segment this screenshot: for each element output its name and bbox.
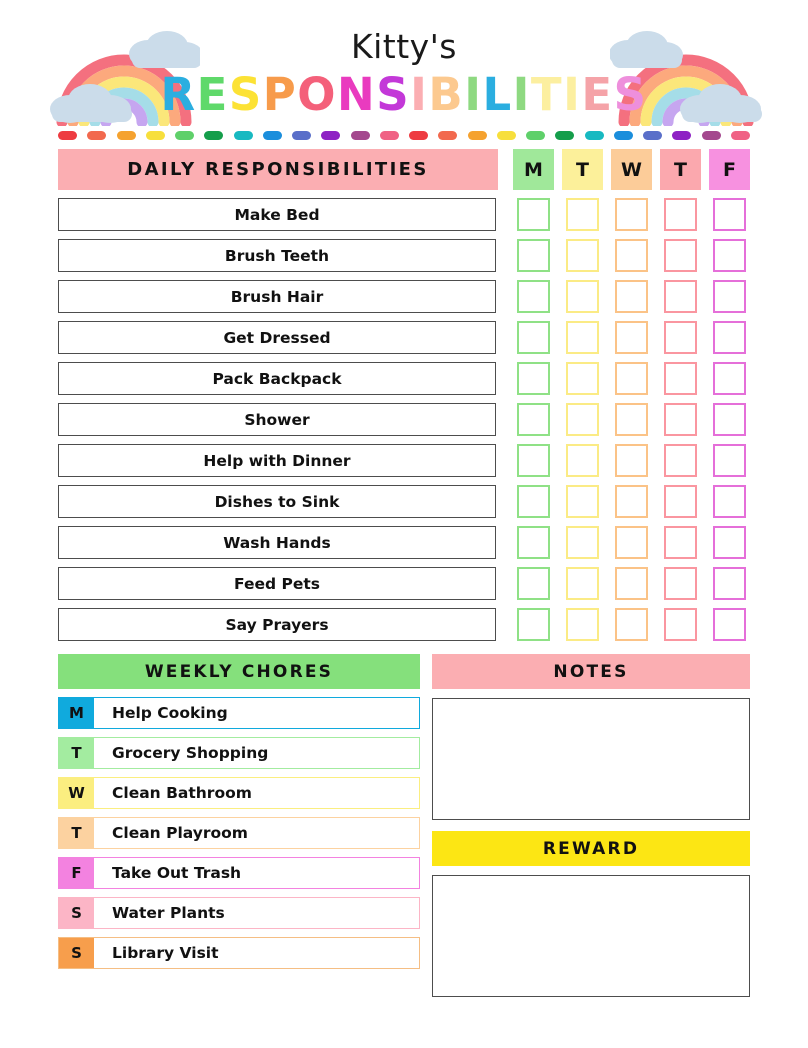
checkbox-cell: [709, 485, 750, 518]
task-checkbox-group: [513, 362, 750, 395]
divider-dash: [614, 131, 633, 140]
divider-dash: [146, 131, 165, 140]
title-letter-3: P: [262, 68, 298, 121]
checkbox-r0-c0[interactable]: [517, 198, 550, 231]
checkbox-cell: [513, 280, 554, 313]
checkbox-cell: [562, 362, 603, 395]
checkbox-r1-c2[interactable]: [615, 239, 648, 272]
chore-label-6: Library Visit: [112, 944, 219, 962]
task-checkbox-group: [513, 321, 750, 354]
task-label-4: Pack Backpack: [58, 362, 496, 395]
title-letter-9: I: [464, 68, 483, 121]
checkbox-cell: [660, 567, 701, 600]
task-row: [58, 403, 750, 436]
chore-day-badge-4: F: [59, 858, 94, 888]
checkbox-r4-c4[interactable]: [713, 362, 746, 395]
checkbox-cell: [513, 444, 554, 477]
checkbox-r1-c1[interactable]: [566, 239, 599, 272]
task-checkbox-group: [513, 280, 750, 313]
checkbox-cell: [513, 608, 554, 641]
task-row: [58, 198, 750, 231]
checkbox-cell: [513, 198, 554, 231]
task-label-3: Get Dressed: [58, 321, 496, 354]
page-title-name: Kitty's: [351, 27, 457, 66]
checkbox-r3-c2[interactable]: [615, 321, 648, 354]
checkbox-r2-c2[interactable]: [615, 280, 648, 313]
checkbox-cell: [513, 567, 554, 600]
task-row: [58, 608, 750, 641]
chore-row[interactable]: [58, 937, 420, 969]
task-label-1: Brush Teeth: [58, 239, 496, 272]
title-letter-0: R: [160, 68, 197, 121]
task-checkbox-group: [513, 567, 750, 600]
checkbox-cell: [611, 321, 652, 354]
checkbox-cell: [709, 239, 750, 272]
checkbox-cell: [709, 198, 750, 231]
task-row: [58, 526, 750, 559]
checkbox-cell: [660, 362, 701, 395]
checkbox-cell: [660, 403, 701, 436]
checkbox-r3-c4[interactable]: [713, 321, 746, 354]
checkbox-cell: [660, 608, 701, 641]
checkbox-cell: [709, 280, 750, 313]
checkbox-cell: [660, 444, 701, 477]
checkbox-cell: [562, 239, 603, 272]
divider-dash: [497, 131, 516, 140]
task-checkbox-group: [513, 608, 750, 641]
checkbox-cell: [562, 567, 603, 600]
checkbox-cell: [562, 198, 603, 231]
title-letter-14: E: [581, 68, 614, 121]
chore-label-3: Clean Playroom: [112, 824, 248, 842]
checkbox-r7-c1[interactable]: [566, 485, 599, 518]
checkbox-r5-c2[interactable]: [615, 403, 648, 436]
task-checkbox-group: [513, 526, 750, 559]
task-label-5: Shower: [58, 403, 496, 436]
chore-label-2: Clean Bathroom: [112, 784, 252, 802]
checkbox-cell: [709, 403, 750, 436]
checkbox-cell: [513, 239, 554, 272]
weekly-chores-title: WEEKLY CHORES: [58, 654, 420, 689]
checkbox-cell: [562, 444, 603, 477]
title-letter-10: L: [482, 68, 513, 121]
checkbox-cell: [611, 485, 652, 518]
task-label-9: Feed Pets: [58, 567, 496, 600]
chore-row[interactable]: [58, 697, 420, 729]
divider-dash: [731, 131, 750, 140]
title-letter-1: E: [196, 68, 229, 121]
divider-dash: [321, 131, 340, 140]
checkbox-r2-c4[interactable]: [713, 280, 746, 313]
notes-title: NOTES: [432, 654, 750, 689]
title-letter-11: I: [512, 68, 531, 121]
checkbox-r7-c3[interactable]: [664, 485, 697, 518]
divider-dash: [175, 131, 194, 140]
checkbox-cell: [513, 403, 554, 436]
checkbox-r1-c0[interactable]: [517, 239, 550, 272]
checkbox-r6-c0[interactable]: [517, 444, 550, 477]
checkbox-r10-c4[interactable]: [713, 608, 746, 641]
task-checkbox-group: [513, 444, 750, 477]
divider-dash: [87, 131, 106, 140]
checkbox-cell: [562, 280, 603, 313]
lower-section: [58, 654, 750, 997]
chore-row[interactable]: [58, 857, 420, 889]
day-header-3: T: [660, 149, 701, 190]
checkbox-cell: [562, 321, 603, 354]
checkbox-r3-c3[interactable]: [664, 321, 697, 354]
title-letter-2: S: [228, 68, 263, 121]
daily-header-row: [58, 149, 750, 190]
chore-day-badge-0: M: [59, 698, 94, 728]
chore-label-1: Grocery Shopping: [112, 744, 269, 762]
divider-dash: [204, 131, 223, 140]
divider-dash: [117, 131, 136, 140]
divider-dash: [643, 131, 662, 140]
divider-dash: [380, 131, 399, 140]
checkbox-r2-c0[interactable]: [517, 280, 550, 313]
checkbox-r10-c3[interactable]: [664, 608, 697, 641]
checkbox-r10-c2[interactable]: [615, 608, 648, 641]
checkbox-r5-c4[interactable]: [713, 403, 746, 436]
task-row: [58, 362, 750, 395]
checkbox-cell: [562, 485, 603, 518]
checkbox-r3-c0[interactable]: [517, 321, 550, 354]
title-letter-6: S: [376, 68, 411, 121]
checkbox-cell: [513, 485, 554, 518]
daily-responsibilities-section: [58, 149, 750, 641]
checkbox-cell: [611, 362, 652, 395]
chore-label-4: Take Out Trash: [112, 864, 242, 882]
task-checkbox-group: [513, 403, 750, 436]
checkbox-r6-c2[interactable]: [615, 444, 648, 477]
checkbox-r4-c2[interactable]: [615, 362, 648, 395]
chore-day-badge-3: T: [59, 818, 94, 848]
daily-task-rows: [58, 198, 750, 641]
checkbox-r9-c4[interactable]: [713, 567, 746, 600]
checkbox-cell: [660, 280, 701, 313]
day-header-4: F: [709, 149, 750, 190]
chore-label-0: Help Cooking: [112, 704, 228, 722]
checkbox-r0-c4[interactable]: [713, 198, 746, 231]
chore-row[interactable]: [58, 897, 420, 929]
title-letter-7: I: [410, 68, 429, 121]
checkbox-r4-c1[interactable]: [566, 362, 599, 395]
divider-dash: [438, 131, 457, 140]
task-checkbox-group: [513, 485, 750, 518]
checkbox-cell: [562, 526, 603, 559]
reward-write-area[interactable]: [432, 875, 750, 997]
checkbox-r9-c3[interactable]: [664, 567, 697, 600]
checkbox-r2-c1[interactable]: [566, 280, 599, 313]
task-label-6: Help with Dinner: [58, 444, 496, 477]
checkbox-r8-c1[interactable]: [566, 526, 599, 559]
day-header-1: T: [562, 149, 603, 190]
checkbox-r1-c4[interactable]: [713, 239, 746, 272]
day-header-columns: [513, 149, 750, 190]
checkbox-r7-c0[interactable]: [517, 485, 550, 518]
divider-dash: [292, 131, 311, 140]
checkbox-r6-c1[interactable]: [566, 444, 599, 477]
daily-section-title: DAILY RESPONSIBILITIES: [58, 149, 498, 190]
checkbox-r9-c1[interactable]: [566, 567, 599, 600]
title-letter-5: N: [337, 68, 377, 121]
checkbox-cell: [709, 444, 750, 477]
checkbox-cell: [660, 198, 701, 231]
chore-row[interactable]: [58, 817, 420, 849]
checkbox-r0-c2[interactable]: [615, 198, 648, 231]
day-header-2: W: [611, 149, 652, 190]
reward-title: REWARD: [432, 831, 750, 866]
checkbox-r0-c1[interactable]: [566, 198, 599, 231]
chore-row[interactable]: [58, 737, 420, 769]
chore-day-badge-1: T: [59, 738, 94, 768]
checkbox-r10-c0[interactable]: [517, 608, 550, 641]
checkbox-cell: [660, 321, 701, 354]
checkbox-r5-c1[interactable]: [566, 403, 599, 436]
checkbox-r6-c3[interactable]: [664, 444, 697, 477]
checkbox-cell: [611, 526, 652, 559]
weekly-chores-column: [58, 654, 420, 997]
dash-divider: [58, 130, 750, 141]
checkbox-cell: [611, 280, 652, 313]
checkbox-r8-c0[interactable]: [517, 526, 550, 559]
checkbox-r8-c3[interactable]: [664, 526, 697, 559]
checkbox-r9-c0[interactable]: [517, 567, 550, 600]
divider-dash: [555, 131, 574, 140]
checkbox-r5-c0[interactable]: [517, 403, 550, 436]
checkbox-cell: [709, 567, 750, 600]
checkbox-r4-c0[interactable]: [517, 362, 550, 395]
divider-dash: [351, 131, 370, 140]
divider-dash: [263, 131, 282, 140]
checkbox-cell: [611, 444, 652, 477]
divider-dash: [234, 131, 253, 140]
chore-label-5: Water Plants: [112, 904, 225, 922]
checkbox-cell: [660, 526, 701, 559]
task-label-2: Brush Hair: [58, 280, 496, 313]
task-label-0: Make Bed: [58, 198, 496, 231]
title-letter-15: S: [613, 68, 648, 121]
checkbox-cell: [709, 608, 750, 641]
task-label-7: Dishes to Sink: [58, 485, 496, 518]
checkbox-r6-c4[interactable]: [713, 444, 746, 477]
task-row: [58, 444, 750, 477]
task-label-10: Say Prayers: [58, 608, 496, 641]
checkbox-cell: [513, 362, 554, 395]
weekly-chore-rows: [58, 697, 420, 969]
task-row: [58, 321, 750, 354]
title-letter-4: O: [297, 68, 338, 121]
checkbox-r3-c1[interactable]: [566, 321, 599, 354]
checkbox-r5-c3[interactable]: [664, 403, 697, 436]
checkbox-r9-c2[interactable]: [615, 567, 648, 600]
checkbox-cell: [611, 198, 652, 231]
checkbox-cell: [611, 567, 652, 600]
checkbox-r0-c3[interactable]: [664, 198, 697, 231]
task-checkbox-group: [513, 198, 750, 231]
notes-reward-column: [432, 654, 750, 997]
task-label-8: Wash Hands: [58, 526, 496, 559]
chore-day-badge-6: S: [59, 938, 94, 968]
task-row: [58, 485, 750, 518]
page-title-main: [0, 68, 808, 121]
day-header-0: M: [513, 149, 554, 190]
checkbox-cell: [513, 526, 554, 559]
divider-dash: [672, 131, 691, 140]
checkbox-r1-c3[interactable]: [664, 239, 697, 272]
checkbox-cell: [562, 403, 603, 436]
chore-day-badge-2: W: [59, 778, 94, 808]
page-header: [0, 0, 808, 122]
divider-dash: [526, 131, 545, 140]
checkbox-cell: [709, 321, 750, 354]
checkbox-r2-c3[interactable]: [664, 280, 697, 313]
task-checkbox-group: [513, 239, 750, 272]
checkbox-cell: [709, 526, 750, 559]
checkbox-r10-c1[interactable]: [566, 608, 599, 641]
checkbox-r8-c2[interactable]: [615, 526, 648, 559]
checkbox-cell: [611, 239, 652, 272]
notes-write-area[interactable]: [432, 698, 750, 820]
divider-dash: [585, 131, 604, 140]
reward-band-wrap: [432, 831, 750, 866]
chore-day-badge-5: S: [59, 898, 94, 928]
checkbox-cell: [513, 321, 554, 354]
divider-dash: [702, 131, 721, 140]
checkbox-r7-c4[interactable]: [713, 485, 746, 518]
chore-row[interactable]: [58, 777, 420, 809]
checkbox-r7-c2[interactable]: [615, 485, 648, 518]
checkbox-cell: [709, 362, 750, 395]
checkbox-cell: [660, 239, 701, 272]
task-row: [58, 567, 750, 600]
divider-dash: [409, 131, 428, 140]
divider-dash: [58, 131, 77, 140]
checkbox-cell: [611, 403, 652, 436]
task-row: [58, 239, 750, 272]
task-row: [58, 280, 750, 313]
checkbox-cell: [660, 485, 701, 518]
title-letter-8: B: [428, 68, 465, 121]
checkbox-r8-c4[interactable]: [713, 526, 746, 559]
checkbox-r4-c3[interactable]: [664, 362, 697, 395]
checkbox-cell: [611, 608, 652, 641]
title-letter-12: T: [530, 68, 564, 121]
title-letter-13: I: [563, 68, 582, 121]
checkbox-cell: [562, 608, 603, 641]
divider-dash: [468, 131, 487, 140]
